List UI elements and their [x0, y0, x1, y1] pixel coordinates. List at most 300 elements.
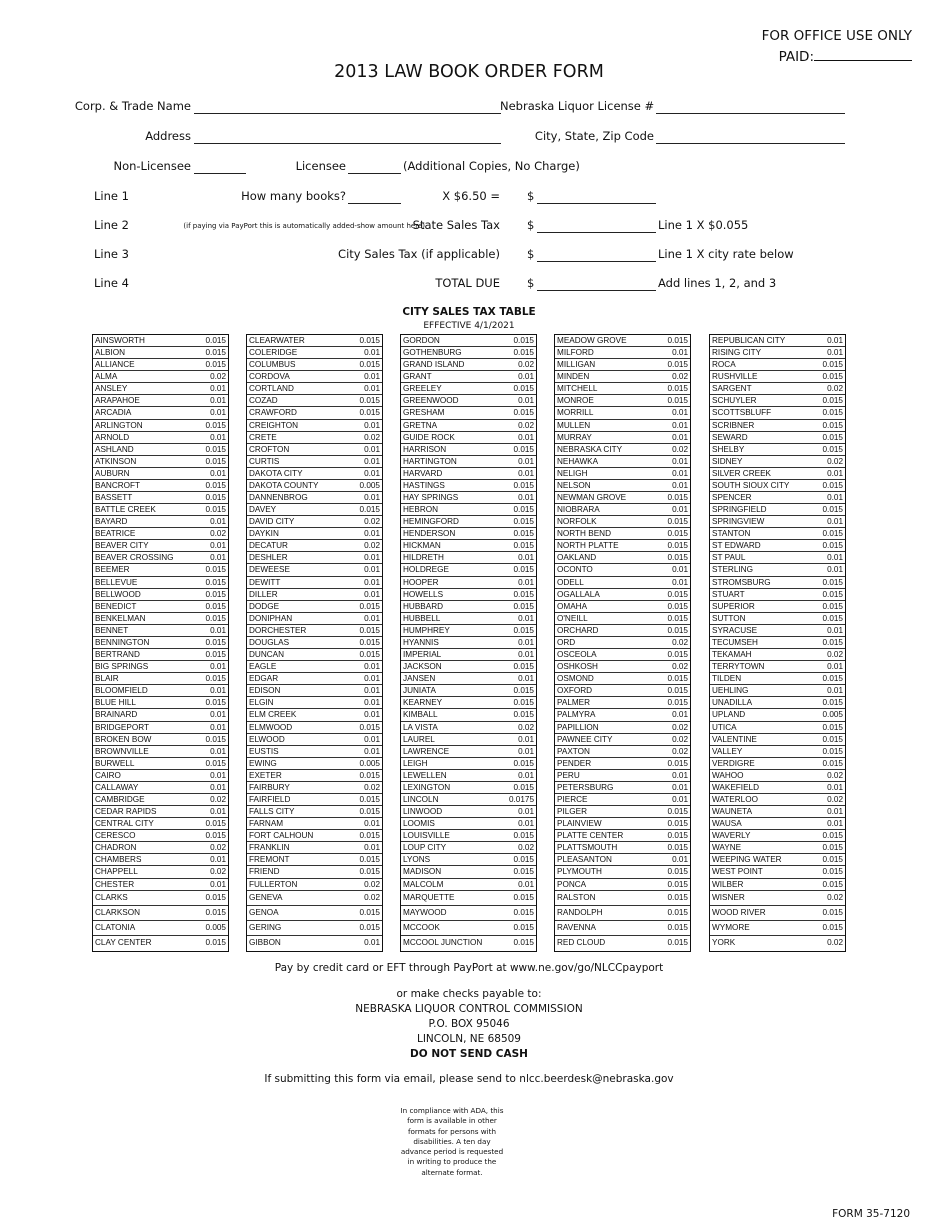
city-tax-rate: 0.015	[205, 420, 226, 430]
city-tax-rate: 0.01	[518, 879, 534, 889]
city-tax-rate: 0.01	[210, 432, 226, 442]
tax-table-row	[555, 613, 690, 625]
city-name: WAUSA	[712, 819, 742, 829]
tax-table-row	[401, 673, 536, 685]
tax-table-row	[93, 420, 228, 432]
line-3-label: Line 3	[94, 247, 129, 261]
city-name: O'NEILL	[557, 613, 588, 623]
city-name: RISING CITY	[712, 348, 762, 358]
tax-table-row	[93, 806, 228, 818]
city-name: NELSON	[557, 480, 591, 490]
tax-table-row	[710, 444, 845, 456]
city-name: EAGLE	[249, 662, 277, 672]
city-tax-rate: 0.015	[667, 938, 688, 948]
city-name: HARTINGTON	[403, 456, 457, 466]
tax-table-row	[555, 420, 690, 432]
tax-table-row	[247, 528, 382, 540]
city-tax-rate: 0.015	[205, 480, 226, 490]
tax-table-row	[710, 552, 845, 564]
tax-table-row	[247, 906, 382, 921]
tax-table-row	[247, 637, 382, 649]
tax-table-row	[401, 444, 536, 456]
city-name: MULLEN	[557, 420, 591, 430]
tax-table-row	[401, 359, 536, 371]
tax-table-row	[555, 782, 690, 794]
tax-table-row	[247, 420, 382, 432]
dollar-sign: $	[527, 189, 535, 203]
city-tax-rate: 0.005	[359, 758, 380, 768]
city-tax-rate: 0.015	[513, 686, 534, 696]
tax-table-row	[555, 697, 690, 709]
tax-table-row	[93, 734, 228, 746]
line-1-amount-field[interactable]	[537, 203, 656, 204]
city-tax-rate: 0.015	[667, 650, 688, 660]
city-name: WATERLOO	[712, 794, 758, 804]
city-name: WEST POINT	[712, 867, 763, 877]
city-name: PILGER	[557, 807, 588, 817]
city-name: BENNINGTON	[95, 637, 150, 647]
city-tax-rate: 0.015	[822, 613, 843, 623]
city-name: BASSETT	[95, 493, 133, 503]
address-label: Address	[145, 129, 191, 143]
city-tax-rate: 0.01	[210, 541, 226, 551]
tax-table-row	[710, 830, 845, 842]
city-tax-rate: 0.015	[667, 360, 688, 370]
city-tax-rate: 0.015	[359, 625, 380, 635]
how-many-books-field[interactable]	[348, 203, 401, 204]
city-tax-rate: 0.015	[667, 907, 688, 917]
city-tax-rate: 0.015	[667, 493, 688, 503]
city-tax-rate: 0.01	[518, 819, 534, 829]
city-name: CHAMBERS	[95, 855, 142, 865]
tax-table-row	[247, 395, 382, 407]
city-tax-rate: 0.015	[822, 420, 843, 430]
city-tax-rate: 0.015	[822, 831, 843, 841]
city-tax-rate: 0.015	[513, 444, 534, 454]
tax-table-row	[93, 564, 228, 576]
city-name: RAVENNA	[557, 922, 596, 932]
tax-table-row	[710, 673, 845, 685]
city-tax-rate: 0.015	[822, 698, 843, 708]
city-tax-rate: 0.01	[672, 855, 688, 865]
city-tax-rate: 0.01	[518, 770, 534, 780]
city-tax-rate: 0.02	[364, 541, 380, 551]
city-tax-rate: 0.015	[205, 577, 226, 587]
city-name: MALCOLM	[403, 879, 444, 889]
city-tax-rate: 0.015	[205, 505, 226, 515]
tax-table-row	[555, 540, 690, 552]
city-tax-rate: 0.01	[518, 372, 534, 382]
tax-column-2	[246, 334, 383, 952]
tax-table-row	[710, 685, 845, 697]
city-tax-rate: 0.01	[672, 420, 688, 430]
line-3-note: Line 1 X city rate below	[658, 247, 794, 261]
city-name: HEBRON	[403, 505, 439, 515]
city-name: LINWOOD	[403, 807, 443, 817]
city-name: DILLER	[249, 589, 278, 599]
city-name: EUSTIS	[249, 746, 279, 756]
city-name: PLYMOUTH	[557, 867, 602, 877]
tax-table-row	[710, 709, 845, 721]
tax-table-row	[93, 770, 228, 782]
city-tax-rate: 0.01	[827, 493, 843, 503]
city-name: DAVID CITY	[249, 517, 295, 527]
city-tax-rate: 0.015	[359, 867, 380, 877]
city-name: OAKLAND	[557, 553, 597, 563]
city-name: BROWNVILLE	[95, 746, 149, 756]
tax-table-row	[247, 480, 382, 492]
tax-table-row	[555, 685, 690, 697]
city-name: BENKELMAN	[95, 613, 146, 623]
payport-instructions: Pay by credit card or EFT through PayPort at www.ne.gov/go/NLCCpayport	[274, 962, 664, 974]
city-name: OMAHA	[557, 601, 588, 611]
city-name: BERTRAND	[95, 650, 140, 660]
tax-table-row	[710, 879, 845, 891]
city-name: LEWELLEN	[403, 770, 447, 780]
city-name: OCONTO	[557, 565, 593, 575]
tax-table-row	[710, 395, 845, 407]
city-name: CORDOVA	[249, 372, 290, 382]
city-name: IMPERIAL	[403, 650, 442, 660]
city-name: PENDER	[557, 758, 592, 768]
tax-table-row	[401, 770, 536, 782]
tax-table-row	[555, 432, 690, 444]
city-name: SCOTTSBLUFF	[712, 408, 772, 418]
city-name: MURRAY	[557, 432, 592, 442]
city-state-zip-label: City, State, Zip Code	[534, 129, 654, 143]
city-tax-rate: 0.01	[518, 637, 534, 647]
city-tax-rate: 0.015	[513, 922, 534, 932]
city-tax-rate: 0.01	[518, 650, 534, 660]
city-tax-rate: 0.02	[827, 384, 843, 394]
city-tax-rate: 0.01	[364, 938, 380, 948]
city-tax-rate: 0.015	[205, 831, 226, 841]
city-tax-rate: 0.01	[364, 456, 380, 466]
city-name: PLAINVIEW	[557, 819, 602, 829]
city-tax-rate: 0.015	[513, 541, 534, 551]
tax-table-row	[93, 830, 228, 842]
city-tax-rate: 0.015	[667, 674, 688, 684]
city-name: MILLIGAN	[557, 360, 596, 370]
city-name: VALLEY	[712, 746, 743, 756]
address-field[interactable]	[194, 143, 501, 144]
city-name: HAY SPRINGS	[403, 493, 459, 503]
city-name: DEWITT	[249, 577, 281, 587]
line-1-label: Line 1	[94, 189, 129, 203]
tax-table-row	[247, 685, 382, 697]
tax-table-row	[710, 854, 845, 866]
tax-table-row	[555, 359, 690, 371]
city-tax-rate: 0.01	[672, 710, 688, 720]
tax-table-row	[401, 371, 536, 383]
city-tax-rate: 0.015	[205, 907, 226, 917]
tax-table-row	[93, 359, 228, 371]
tax-table-row	[247, 359, 382, 371]
city-name: WEEPING WATER	[712, 855, 782, 865]
city-tax-rate: 0.015	[513, 758, 534, 768]
city-name: SIDNEY	[712, 456, 743, 466]
tax-table-row	[555, 601, 690, 613]
city-name: DESHLER	[249, 553, 288, 563]
tax-table-row	[401, 794, 536, 806]
tax-table-row	[710, 734, 845, 746]
tax-table-row	[710, 906, 845, 921]
city-name: EDISON	[249, 686, 281, 696]
city-tax-rate: 0.02	[827, 892, 843, 902]
city-name: ATKINSON	[95, 456, 137, 466]
city-tax-rate: 0.015	[205, 348, 226, 358]
city-name: REPUBLICAN CITY	[712, 336, 786, 345]
city-name: TECUMSEH	[712, 637, 758, 647]
city-name: GRESHAM	[403, 408, 445, 418]
city-name: JANSEN	[403, 674, 436, 684]
city-tax-rate: 0.01	[364, 577, 380, 587]
city-name: MCCOOK	[403, 922, 440, 932]
city-tax-rate: 0.015	[667, 922, 688, 932]
city-name: RANDOLPH	[557, 907, 603, 917]
city-name: UNADILLA	[712, 698, 753, 708]
tax-table-row	[710, 794, 845, 806]
tax-table-row	[710, 407, 845, 419]
city-name: ORD	[557, 637, 576, 647]
state-sales-tax-field[interactable]	[537, 232, 656, 233]
tax-table-row	[247, 842, 382, 854]
city-tax-rate: 0.015	[205, 650, 226, 660]
tax-table-row	[247, 818, 382, 830]
city-state-zip-field[interactable]	[656, 143, 845, 144]
checks-payable-label: or make checks payable to:	[396, 988, 542, 1000]
tax-table-row	[710, 637, 845, 649]
tax-table-row	[93, 492, 228, 504]
city-name: BLUE HILL	[95, 698, 136, 708]
tax-table-row	[93, 921, 228, 936]
city-name: ARCADIA	[95, 408, 132, 418]
city-name: GREELEY	[403, 384, 442, 394]
city-name: HUBBELL	[403, 613, 441, 623]
city-tax-rate: 0.01	[827, 782, 843, 792]
city-tax-rate: 0.01	[364, 674, 380, 684]
tax-table-row	[401, 921, 536, 936]
tax-table-row	[93, 552, 228, 564]
city-tax-rate: 0.015	[822, 480, 843, 490]
tax-table-row	[401, 335, 536, 347]
city-tax-rate: 0.015	[822, 922, 843, 932]
city-tax-rate: 0.015	[667, 553, 688, 563]
city-name: KEARNEY	[403, 698, 443, 708]
city-tax-rate: 0.01	[827, 336, 843, 345]
city-name: DORCHESTER	[249, 625, 307, 635]
city-tax-rate: 0.015	[359, 907, 380, 917]
city-tax-rate: 0.015	[822, 360, 843, 370]
non-licensee-field[interactable]	[194, 173, 246, 174]
tax-table-row	[555, 722, 690, 734]
city-tax-rate: 0.015	[513, 867, 534, 877]
commission-name: NEBRASKA LIQUOR CONTROL COMMISSION	[355, 1003, 583, 1015]
tax-table-row	[710, 697, 845, 709]
city-name: CLAY CENTER	[95, 938, 152, 948]
city-tax-rate: 0.015	[205, 360, 226, 370]
city-name: SYRACUSE	[712, 625, 758, 635]
tax-table-row	[555, 371, 690, 383]
city-name: WOOD RIVER	[712, 907, 766, 917]
city-tax-rate: 0.01	[364, 384, 380, 394]
liquor-license-field[interactable]	[656, 113, 845, 114]
tax-table-row	[93, 540, 228, 552]
city-name: MILFORD	[557, 348, 594, 358]
tax-table-row	[247, 552, 382, 564]
city-name: TILDEN	[712, 674, 742, 684]
city-tax-rate: 0.01	[672, 565, 688, 575]
line-4-note: Add lines 1, 2, and 3	[658, 276, 777, 290]
dollar-sign: $	[527, 218, 535, 232]
city-tax-rate: 0.015	[359, 922, 380, 932]
city-name: LAUREL	[403, 734, 435, 744]
liquor-license-label: Nebraska Liquor License #	[500, 99, 655, 113]
city-name: DAKOTA COUNTY	[249, 480, 319, 490]
city-name: JACKSON	[403, 662, 442, 672]
corp-trade-name-field[interactable]	[194, 113, 501, 114]
city-tax-rate: 0.01	[827, 468, 843, 478]
city-tax-rate: 0.01	[364, 734, 380, 744]
tax-table-row	[247, 444, 382, 456]
city-name: WAYNE	[712, 843, 742, 853]
city-tax-rate: 0.02	[827, 456, 843, 466]
tax-table-row	[93, 697, 228, 709]
city-name: DAVEY	[249, 505, 277, 515]
city-sales-tax-field[interactable]	[537, 261, 656, 262]
city-name: ARLINGTON	[95, 420, 143, 430]
city-tax-rate: 0.01	[518, 396, 534, 406]
tax-table-row	[401, 830, 536, 842]
tax-column-5	[709, 334, 846, 952]
city-name: FALLS CITY	[249, 807, 295, 817]
city-tax-rate: 0.015	[667, 589, 688, 599]
tax-table-row	[401, 383, 536, 395]
tax-table-row	[710, 564, 845, 576]
tax-table-row	[401, 661, 536, 673]
city-tax-rate: 0.02	[827, 794, 843, 804]
tax-table-row	[555, 673, 690, 685]
city-tax-rate: 0.015	[359, 336, 380, 345]
tax-table-row	[93, 347, 228, 359]
city-name: UTICA	[712, 722, 737, 732]
city-name: BLAIR	[95, 674, 119, 684]
city-name: EXETER	[249, 770, 282, 780]
city-tax-rate: 0.015	[822, 601, 843, 611]
paid-label: PAID:	[778, 49, 814, 65]
tax-table-row	[93, 854, 228, 866]
city-name: CLARKS	[95, 892, 128, 902]
city-name: CRETE	[249, 432, 277, 442]
city-tax-rate: 0.01	[210, 517, 226, 527]
city-tax-rate: 0.015	[205, 938, 226, 948]
city-name: LA VISTA	[403, 722, 438, 732]
city-name: BEEMER	[95, 565, 130, 575]
tax-table-row	[555, 335, 690, 347]
tax-table-row	[710, 661, 845, 673]
licensee-field[interactable]	[348, 173, 401, 174]
city-tax-rate: 0.01	[827, 807, 843, 817]
city-name: RUSHVILLE	[712, 372, 758, 382]
city-name: GIBBON	[249, 938, 281, 948]
city-name: PALMYRA	[557, 710, 596, 720]
city-tax-rate: 0.01	[210, 746, 226, 756]
tax-table-row	[247, 794, 382, 806]
city-tax-rate: 0.015	[822, 746, 843, 756]
city-name: PONCA	[557, 879, 587, 889]
city-tax-rate: 0.015	[667, 819, 688, 829]
line-2-label: Line 2	[94, 218, 129, 232]
city-name: WAVERLY	[712, 831, 751, 841]
city-name: MONROE	[557, 396, 594, 406]
city-tax-rate: 0.015	[822, 879, 843, 889]
city-tax-rate: 0.015	[822, 372, 843, 382]
city-name: BATTLE CREEK	[95, 505, 156, 515]
tax-table-row	[93, 444, 228, 456]
city-tax-rate: 0.015	[359, 831, 380, 841]
city-name: SCHUYLER	[712, 396, 757, 406]
tax-table-row	[401, 906, 536, 921]
tax-table-row	[555, 552, 690, 564]
city-tax-rate: 0.015	[822, 541, 843, 551]
city-name: HOLDREGE	[403, 565, 449, 575]
city-tax-rate: 0.015	[513, 938, 534, 948]
tax-table-row	[247, 722, 382, 734]
no-cash-warning: DO NOT SEND CASH	[410, 1048, 528, 1060]
city-name: BEAVER CITY	[95, 541, 149, 551]
city-name: WAHOO	[712, 770, 744, 780]
tax-table-row	[93, 395, 228, 407]
tax-table-row	[93, 891, 228, 906]
tax-table-row	[247, 770, 382, 782]
city-name: ALMA	[95, 372, 118, 382]
city-tax-rate: 0.015	[667, 601, 688, 611]
tax-table-row	[93, 673, 228, 685]
city-name: HARVARD	[403, 468, 443, 478]
city-tax-rate: 0.01	[364, 613, 380, 623]
tax-table-row	[710, 746, 845, 758]
city-tax-rate: 0.015	[513, 517, 534, 527]
city-tax-rate: 0.01	[518, 613, 534, 623]
city-name: BURWELL	[95, 758, 135, 768]
city-tax-rate: 0.02	[210, 843, 226, 853]
city-name: SCRIBNER	[712, 420, 755, 430]
city-name: NELIGH	[557, 468, 588, 478]
city-name: FRIEND	[249, 867, 280, 877]
city-name: STANTON	[712, 529, 751, 539]
city-tax-rate: 0.015	[513, 831, 534, 841]
city-tax-rate: 0.01	[827, 565, 843, 575]
tax-table-row	[401, 347, 536, 359]
city-tax-rate: 0.015	[359, 855, 380, 865]
city-name: RALSTON	[557, 892, 596, 902]
tax-table-row	[401, 625, 536, 637]
city-tax-rate: 0.015	[667, 517, 688, 527]
city-name: JUNIATA	[403, 686, 436, 696]
city-tax-rate: 0.015	[667, 625, 688, 635]
city-tax-rate: 0.01	[210, 553, 226, 563]
total-due-field[interactable]	[537, 290, 656, 291]
city-name: FARNAM	[249, 819, 284, 829]
city-name: PAWNEE CITY	[557, 734, 613, 744]
city-tax-rate: 0.01	[672, 577, 688, 587]
tax-table-row	[555, 794, 690, 806]
city-tax-rate: 0.015	[205, 734, 226, 744]
city-tax-rate: 0.01	[210, 879, 226, 889]
tax-table-row	[710, 347, 845, 359]
city-tax-rate: 0.015	[359, 408, 380, 418]
city-name: PAXTON	[557, 746, 590, 756]
